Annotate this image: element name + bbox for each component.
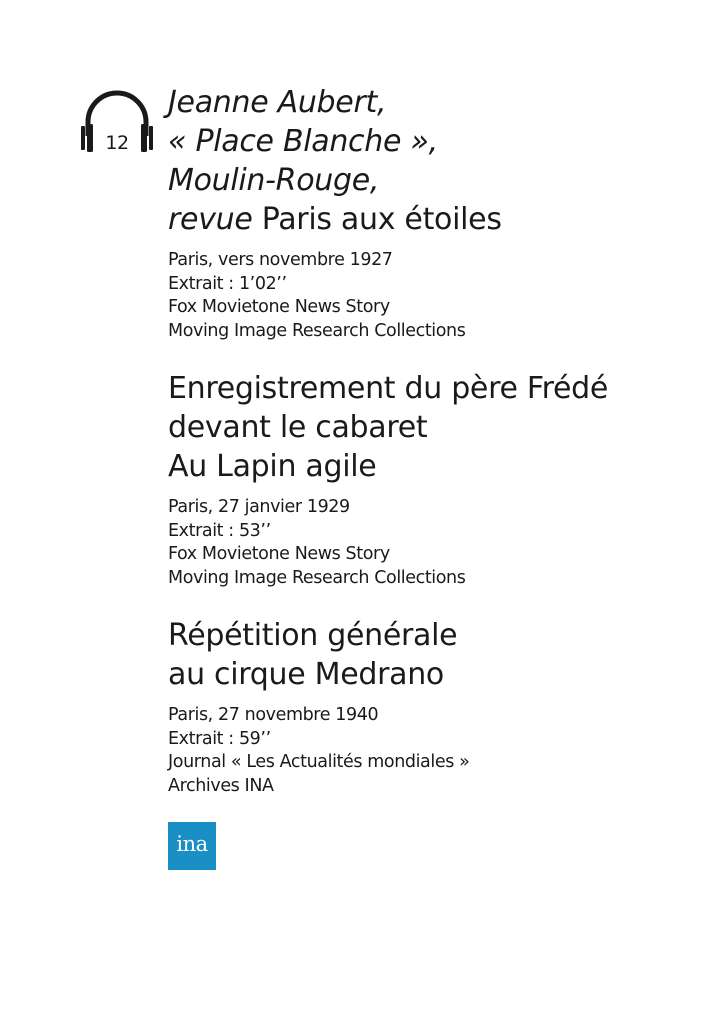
meta-archive: Moving Image Research Collections	[168, 567, 466, 588]
entry-meta	[168, 249, 708, 343]
title-line: Enregistrement du père Frédé	[168, 371, 609, 406]
entry-meta	[168, 496, 708, 590]
meta-archive: Archives INA	[168, 775, 274, 796]
title-line: Au Lapin agile	[168, 449, 377, 484]
title-italic: revue	[168, 202, 253, 237]
meta-date: Paris, vers novembre 1927	[168, 250, 393, 270]
title-line	[168, 83, 708, 122]
meta-duration: Extrait : 1’02’’	[168, 273, 287, 294]
title-italic: Moulin-Rouge,	[168, 163, 380, 198]
meta-source: Fox Movietone News Story	[168, 544, 390, 564]
meta-archive: Moving Image Research Collections	[168, 320, 466, 341]
meta-source: Journal « Les Actualités mondiales »	[168, 752, 470, 772]
title-italic: Jeanne Aubert,	[168, 85, 387, 120]
entry-title	[168, 369, 708, 486]
meta-duration: Extrait : 53’’	[168, 520, 271, 541]
entry-title	[168, 616, 708, 694]
meta-duration: Extrait : 59’’	[168, 728, 271, 749]
title-line: devant le cabaret	[168, 410, 428, 445]
entry-cirque-medrano	[168, 616, 708, 798]
entry-title	[168, 83, 708, 239]
meta-source: Fox Movietone News Story	[168, 297, 390, 317]
entry-meta	[168, 704, 708, 798]
ina-logo-text: ina	[176, 832, 208, 856]
title-line: au cirque Medrano	[168, 657, 444, 692]
title-italic: « Place Blanche »,	[168, 124, 438, 159]
entry-pere-frede	[168, 369, 708, 590]
meta-date: Paris, 27 novembre 1940	[168, 705, 379, 725]
track-number: 12	[105, 132, 129, 154]
ina-logo	[168, 822, 216, 870]
title-line	[168, 200, 708, 239]
title-line	[168, 161, 708, 200]
entry-list	[168, 83, 708, 870]
headphones-icon	[80, 88, 154, 160]
title-roman: Paris aux étoiles	[252, 202, 502, 237]
meta-date: Paris, 27 janvier 1929	[168, 497, 350, 517]
title-line: Répétition générale	[168, 618, 458, 653]
entry-jeanne-aubert	[168, 83, 708, 343]
title-line	[168, 122, 708, 161]
